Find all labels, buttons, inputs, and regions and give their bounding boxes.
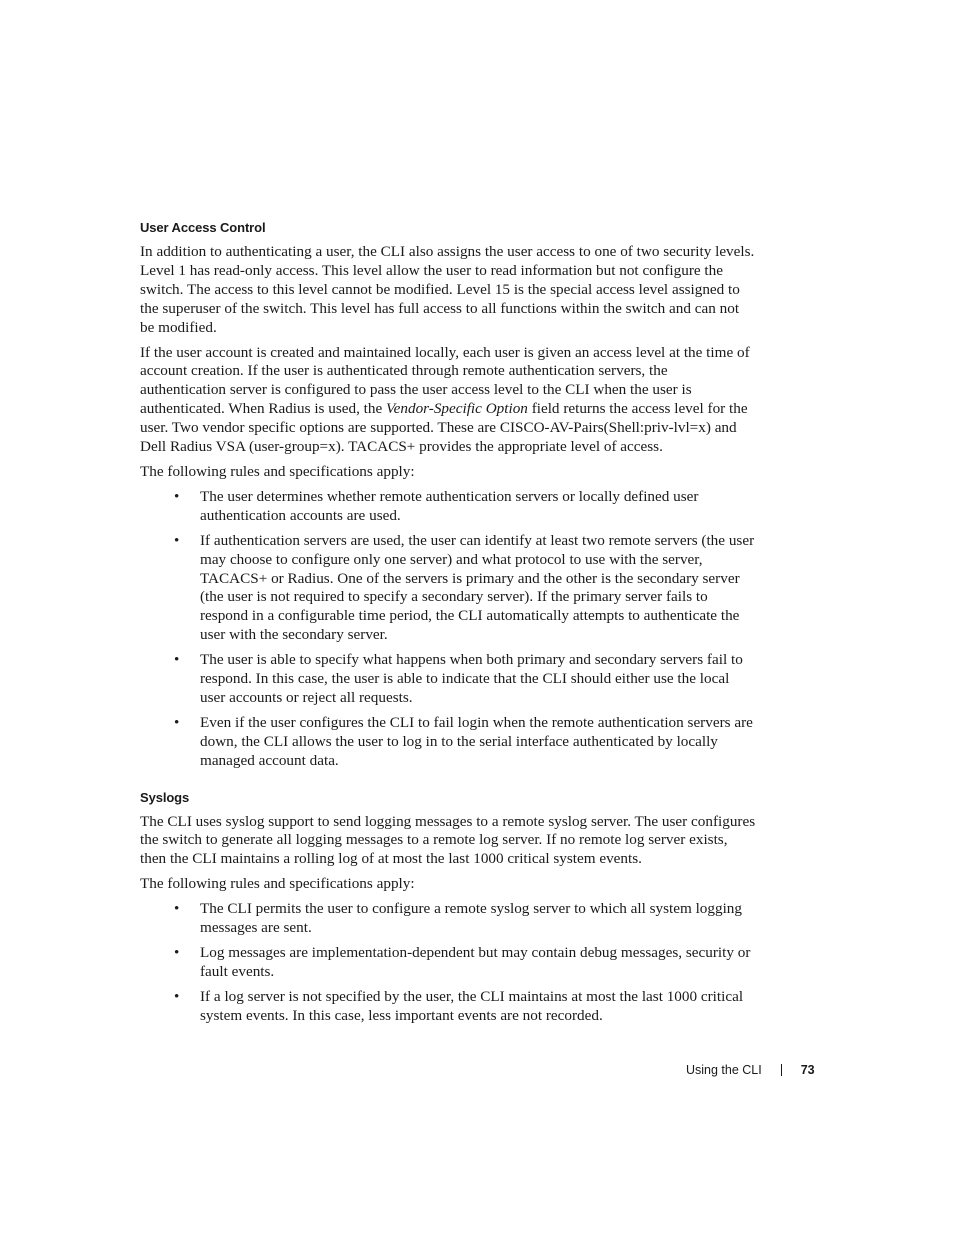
bullet-list bbox=[140, 900, 756, 1025]
section-syslogs bbox=[140, 790, 756, 1026]
list-item-text: Even if the user configures the CLI to fail login when the remote authentication servers are down, the CLI allows the user to log in to the serial interface authenticated by locally managed account data. bbox=[200, 713, 753, 769]
paragraph bbox=[140, 344, 756, 457]
section-heading: User Access Control bbox=[140, 220, 266, 235]
section-user-access-control bbox=[140, 220, 756, 771]
list-item-text: The user is able to specify what happens when both primary and secondary servers fail to respond. In this case, the user is able to indicate that the CLI should either use the local user accounts or reject all requests. bbox=[200, 651, 743, 706]
list-item bbox=[174, 944, 756, 982]
bullet-marker: • bbox=[174, 713, 180, 731]
rules-intro: The following rules and specifications apply: bbox=[140, 875, 415, 893]
paragraph: In addition to authenticating a user, the CLI also assigns the user access to one of two security levels. Level 1 has read-only access. This level allow the user to read information but not configure the switch. The access to this level cannot be modified. Level 15 is the special access level assigned to the superuser of the switch. This level has full access to all functions within the switch and can not be modified. bbox=[140, 243, 755, 336]
bullet-marker: • bbox=[174, 900, 180, 918]
paragraph-text: field returns the access level for the user. Two vendor specific options are supported. These are CISCO-AV-Pairs(Shell:priv-lvl=x) and Dell Radius VSA (user-group=x). TACACS+ provides the appropriate level of access. bbox=[140, 400, 748, 456]
rules-intro: The following rules and specifications apply: bbox=[140, 462, 415, 480]
bullet-marker: • bbox=[174, 987, 180, 1005]
page-number: 73 bbox=[800, 1063, 815, 1077]
page-content bbox=[140, 220, 756, 1032]
list-item-text: The user determines whether remote authentication servers or locally defined user authentication accounts are used. bbox=[200, 487, 699, 524]
list-item bbox=[174, 487, 756, 526]
section-heading: Syslogs bbox=[140, 789, 190, 805]
list-item bbox=[174, 713, 756, 771]
paragraph: The CLI uses syslog support to send logging messages to a remote syslog server. The user configures the switch to generate all logging messages to a remote log server. If no remote log server exists, then the CLI maintains a rolling log of at most the last 1000 critical system events. bbox=[140, 812, 756, 868]
emphasis-text: Vendor-Specific Option bbox=[386, 400, 528, 418]
bullet-marker: • bbox=[174, 944, 180, 961]
list-item bbox=[174, 900, 756, 938]
bullet-marker: • bbox=[174, 487, 180, 505]
bullet-list bbox=[140, 488, 756, 771]
list-item-text: If authentication servers are used, the user can identify at least two remote servers (the user may choose to configure only one server) and what protocol to use with the server, TACACS+ or Radius. One of the servers is primary and the other is the secondary server (the user is not required to specify a secondary server). If the primary server fails to respond in a configurable time period, the CLI automatically attempts to authenticate the user with the secondary server. bbox=[200, 531, 755, 644]
footer-section-title: Using the CLI bbox=[686, 1063, 762, 1077]
list-item-text: The CLI permits the user to configure a remote syslog server to which all system logging messages are sent. bbox=[200, 900, 742, 937]
list-item-text: If a log server is not specified by the user, the CLI maintains at most the last 1000 critical system events. In this case, less important events are not recorded. bbox=[200, 987, 744, 1024]
list-item bbox=[174, 531, 756, 645]
bullet-marker: • bbox=[174, 531, 180, 549]
footer-divider bbox=[781, 1064, 782, 1076]
list-item bbox=[174, 651, 756, 708]
list-item bbox=[174, 987, 756, 1026]
paragraph-text: If the user account is created and maintained locally, each user is given an access level at the time of account creation. If the user is authenticated through remote authentication servers, the authentication server is configured to pass the user access level to the CLI when the user is authenticated. When Radius is used, the bbox=[140, 343, 750, 418]
page-footer bbox=[686, 1062, 815, 1078]
bullet-marker: • bbox=[174, 651, 180, 669]
list-item-text: Log messages are implementation-dependent but may contain debug messages, security or fault events. bbox=[200, 944, 751, 980]
